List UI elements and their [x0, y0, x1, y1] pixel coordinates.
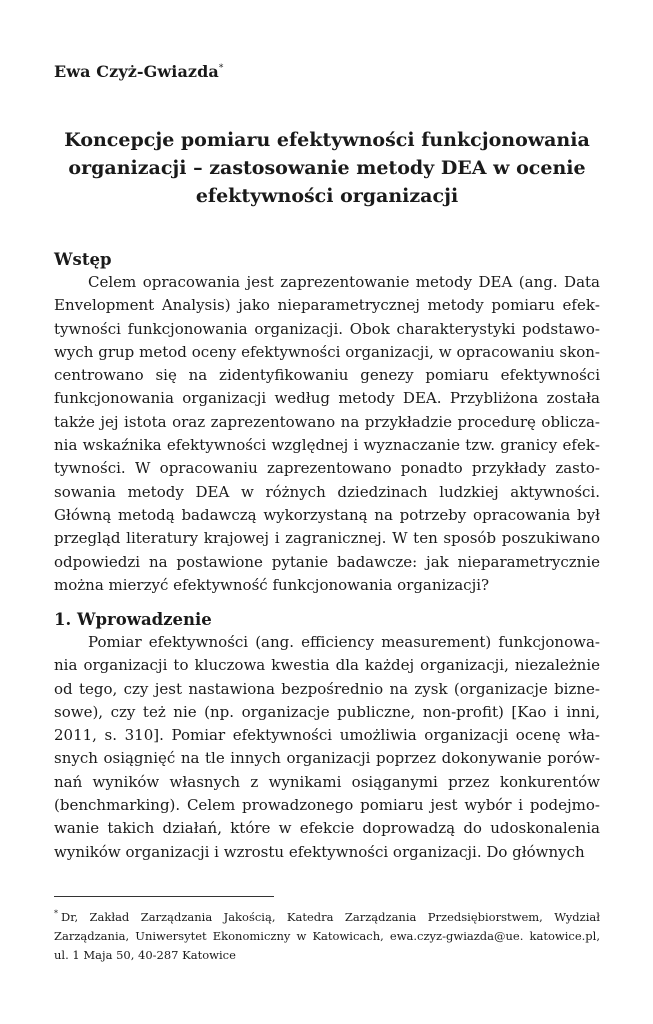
section-heading-intro: Wstęp	[54, 250, 112, 269]
paper-title	[54, 126, 600, 210]
footnote-divider	[54, 896, 274, 897]
author-line	[54, 62, 223, 81]
section-heading-1: 1. Wprowadzenie	[54, 610, 212, 629]
author-name: Ewa Czyż-Gwiazda	[54, 62, 219, 81]
footnote-text: Dr, Zakład Zarządzania Jakością, Katedra Zarządzania Przedsiębiorstwem, Wydział Zarządzania, Uniwersytet Ekonomiczny w Katowicach, ewa.czyz-gwiazda@ue. katowice.pl, ul. 1 Maja 50, 40-287 Katowice	[54, 910, 600, 962]
paragraph-intro: Celem opracowania jest zaprezentowanie metody DEA (ang. Data Envelopment Analysis) jako nieparametrycznej metody pomiaru efektywności funkcjonowania organizacji. Obok charakterystyki podstawowych grup metod oceny efektywności organizacji, w opracowaniu skoncentrowano się na zidentyfikowaniu genezy pomiaru efektywności funkcjonowania organizacji według metody DEA. Przybliżona została także jej istota oraz zaprezentowano na przykładzie procedurę obliczania wskaźnika efektywności względnej i wyznaczanie tzw. granicy efektywności. W opracowaniu zaprezentowano ponadto przykłady zastosowania metody DEA w różnych dziedzinach ludzkiej aktywności. Główną metodą badawczą wykorzystaną na potrzeby opracowania był przegląd literatury krajowej i zagranicznej. W ten sposób poszukiwano odpowiedzi na postawione pytanie badawcze: jak nieparametrycznie można mierzyć efektywność funkcjonowania organizacji?	[54, 273, 600, 594]
title-line-1: Koncepcje pomiaru efektywności funkcjonowania	[64, 129, 590, 151]
footnote	[54, 908, 600, 965]
footnote-mark: *	[54, 909, 58, 919]
title-line-2: organizacji – zastosowanie metody DEA w ocenie	[68, 157, 586, 179]
document-page	[54, 0, 600, 1024]
title-line-3: efektywności organizacji	[195, 185, 459, 207]
section-intro	[54, 249, 600, 597]
paragraph-section-1: Pomiar efektywności (ang. efficiency measurement) funkcjonowania organizacji to kluczowa kwestia dla każdej organizacji, niezależnie od tego, czy jest nastawiona bezpośrednio na zysk (organizacje biznesowe), czy też nie (np. organizacje publiczne, non-profit) [Kao i inni, 2011, s. 310]. Pomiar efektywności umożliwia organizacji ocenę własnych osiągnięć na tle innych organizacji poprzez dokonywanie porównań wyników własnych z wynikami osiąganymi przez konkurentów (benchmarking). Celem prowadzonego pomiaru jest wybór i podejmowanie takich działań, które w efekcie doprowadzą do udoskonalenia wyników organizacji i wzrostu efektywności organizacji. Do głównych	[54, 633, 600, 861]
author-footnote-mark: *	[218, 63, 224, 74]
section-introduction	[54, 609, 600, 864]
